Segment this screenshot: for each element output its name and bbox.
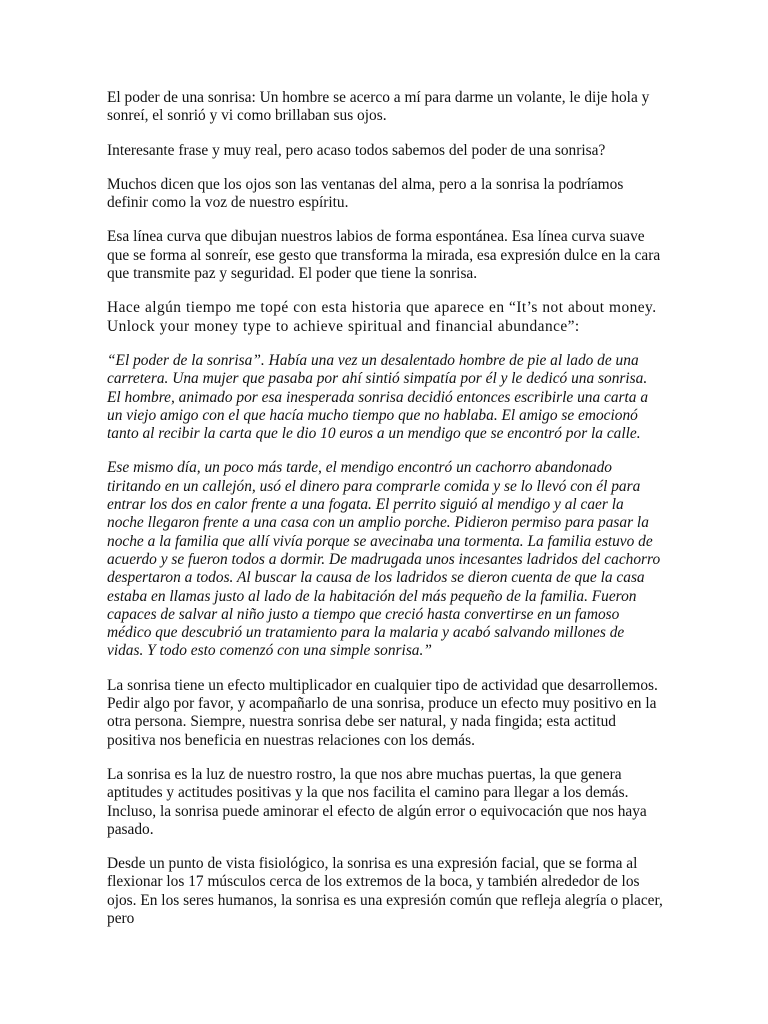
paragraph-2: Interesante frase y muy real, pero acaso todos sabemos del poder de una sonrisa? bbox=[107, 141, 606, 159]
paragraph-9: La sonrisa es la luz de nuestro rostro, la que nos abre muchas puertas, la que genera aptitudes y actitudes positivas y la que nos facilita el camino para llegar a los demás. Incluso, la sonrisa puede aminorar el efecto de algún error o equivocación que nos haya pasado. bbox=[107, 765, 647, 838]
paragraph-8: La sonrisa tiene un efecto multiplicador en cualquier tipo de actividad que desarrollemos. Pedir algo por favor, y acompañarlo de una sonrisa, produce un efecto muy positivo en la otra persona. Siempre, nuestra sonrisa debe ser natural, y nada fingida; esta actitud positiva nos beneficia en nuestras relaciones con los demás. bbox=[107, 676, 658, 749]
paragraph-1: El poder de una sonrisa: Un hombre se acerco a mí para darme un volante, le dije hola y sonreí, el sonrió y vi como brillaban sus ojos. bbox=[107, 89, 650, 125]
paragraph-5: Hace algún tiempo me topé con esta historia que aparece en “It’s not about money. Unlock your money type to achieve spiritual and financial abundance”: bbox=[107, 299, 657, 335]
story-paragraph-1: “El poder de la sonrisa”. Había una vez un desalentado hombre de pie al lado de una carretera. Una mujer que pasaba por ahí sintió simpatía por él y le dedicó una sonrisa. El hombre, animado por esa inesperada sonrisa decidió entonces escribirle una carta a un viejo amigo con el que hacía mucho tiempo que no hablaba. El amigo se emocionó tanto al recibir la carta que le dio 10 euros a un mendigo que se encontró por la calle. bbox=[107, 351, 649, 443]
story-paragraph-2: Ese mismo día, un poco más tarde, el mendigo encontró un cachorro abandonado tiritando en un callejón, usó el dinero para comprarle comida y se lo llevó con él para entrar los dos en calor frente a una fogata. El perrito siguió al mendigo y al caer la noche llegaron frente a una casa con un amplio porche. Pidieron permiso para pasar la noche a la familia que allí vivía porque se avecinaba una tormenta. La familia estuvo de acuerdo y se fueron todos a dormir. De madrugada unos incesantes ladridos del cachorro despertaron a todos. Al buscar la causa de los ladridos se dieron cuenta de que la casa estaba en llamas justo al lado de la habitación del más pequeño de la familia. Fueron capaces de salvar al niño justo a tiempo que creció hasta convertirse en un famoso médico que descubrió un tratamiento para la malaria y acabó salvando millones de vidas. Y todo esto comenzó con una simple sonrisa.” bbox=[107, 459, 661, 660]
paragraph-3: Muchos dicen que los ojos son las ventanas del alma, pero a la sonrisa la podríamos definir como la voz de nuestro espíritu. bbox=[107, 175, 624, 212]
document-body bbox=[107, 89, 663, 944]
paragraph-10: Desde un punto de vista fisiológico, la sonrisa es una expresión facial, que se forma al flexionar los 17 músculos cerca de los extremos de la boca, y también alrededor de los ojos. En los seres humanos, la sonrisa es una expresión común que refleja alegría o placer, pero bbox=[107, 855, 663, 927]
paragraph-4: Esa línea curva que dibujan nuestros labios de forma espontánea. Esa línea curva suave que se forma al sonreír, ese gesto que transforma la mirada, esa expresión dulce en la cara que transmite paz y seguridad. El poder que tiene la sonrisa. bbox=[107, 228, 661, 283]
